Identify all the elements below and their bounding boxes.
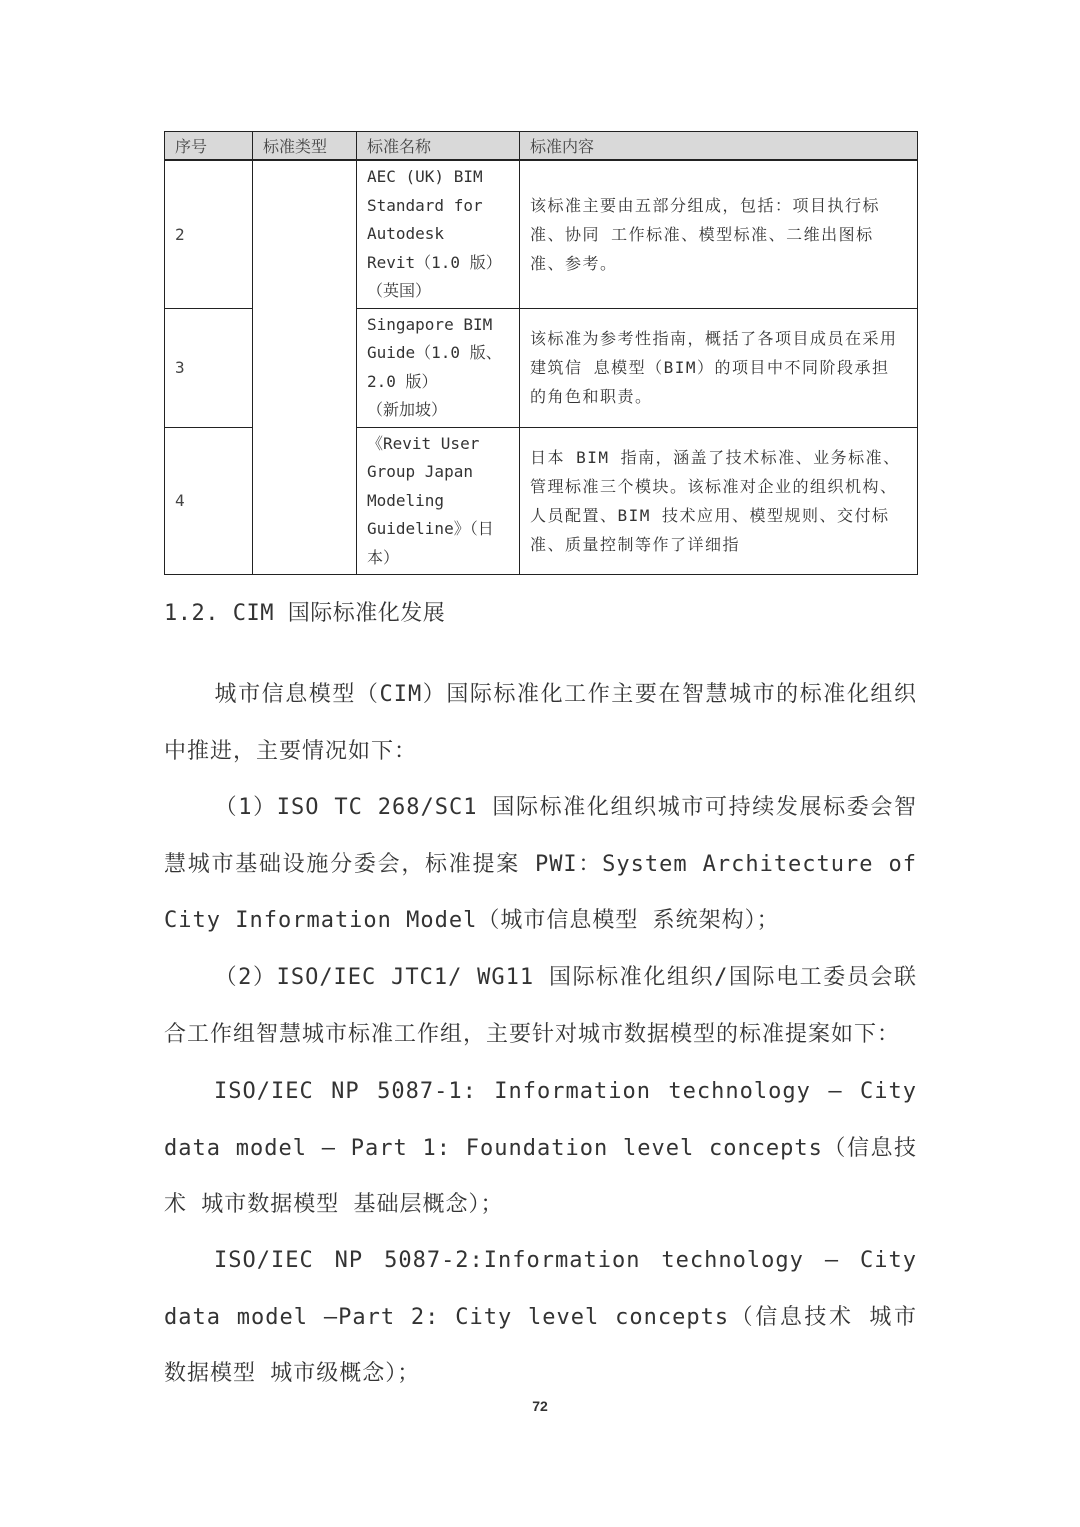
name-line: 本） xyxy=(367,547,400,567)
name-line: AEC (UK) BIM xyxy=(367,167,483,186)
row-standard-name xyxy=(357,427,520,575)
paragraph-np5087-1 xyxy=(164,1064,917,1234)
name-line: Modeling xyxy=(367,490,445,510)
name-line: 2.0 版） xyxy=(367,371,438,391)
paragraph-text: （2）ISO/IEC JTC1/ WG11 国际标准化组织/国际电工委员会联合工作组智慧城市标准工作组，主要针对城市数据模型的标准提案如下： xyxy=(164,965,917,1047)
header-standard-name: 标准名称 xyxy=(357,132,520,161)
name-line: Group Japan xyxy=(367,462,473,481)
name-line: Guide（1.0 版、 xyxy=(367,343,502,362)
name-line: （新加坡） xyxy=(367,400,448,419)
row-standard-content: 日本 BIM 指南，涵盖了技术标准、业务标准、管理标准三个模块。该标准对企业的组织机构、人员配置、BIM 技术应用、模型规则、交付标准、质量控制等作了详细指 xyxy=(520,427,918,575)
header-standard-type: 标准类型 xyxy=(253,132,357,161)
row-serial-no: 2 xyxy=(165,160,253,308)
paragraph-text: ISO/IEC NP 5087-2:Information technology — City data model —Part 2: City level concepts（信息技术 城市数据模型 城市级概念）； xyxy=(164,1248,917,1386)
row-standard-content: 该标准主要由五部分组成，包括：项目执行标准、协同 工作标准、模型标准、二维出图标准、参考。 xyxy=(520,160,918,308)
table-row xyxy=(165,160,918,308)
name-line: Standard for xyxy=(367,195,483,215)
row-standard-name xyxy=(357,308,520,427)
name-line: （英国） xyxy=(367,281,432,300)
header-standard-content: 标准内容 xyxy=(520,132,918,161)
name-line: Autodesk xyxy=(367,224,445,243)
section-heading: 1.2. CIM 国际标准化发展 xyxy=(164,601,446,626)
table-header-row xyxy=(165,132,918,161)
row-standard-name xyxy=(357,160,520,308)
paragraph-intro xyxy=(164,667,917,780)
name-line: Revit（1.0 版） xyxy=(367,252,502,272)
paragraph-iso-tc268 xyxy=(164,780,917,950)
standards-table xyxy=(164,131,918,575)
row-serial-no: 4 xyxy=(165,427,253,575)
paragraph-np5087-2 xyxy=(164,1233,917,1403)
name-line: 《Revit User xyxy=(367,433,480,453)
name-line: Singapore BIM xyxy=(367,314,493,334)
merged-standard-type-cell xyxy=(253,160,357,575)
row-standard-content: 该标准为参考性指南，概括了各项目成员在采用建筑信 息模型（BIM）的项目中不同阶段承担的角色和职责。 xyxy=(520,308,918,427)
header-serial-no: 序号 xyxy=(165,132,253,161)
paragraph-text: 城市信息模型（CIM）国际标准化工作主要在智慧城市的标准化组织中推进，主要情况如下： xyxy=(164,682,917,764)
paragraph-text: ISO/IEC NP 5087-1: Information technology — City data model — Part 1: Foundation level concepts（信息技术 城市数据模型 基础层概念）； xyxy=(164,1079,917,1217)
row-serial-no: 3 xyxy=(165,308,253,427)
paragraph-text: （1）ISO TC 268/SC1 国际标准化组织城市可持续发展标委会智慧城市基础设施分委会，标准提案 PWI：System Architecture of City Information Model（城市信息模型 系统架构）； xyxy=(164,795,917,933)
name-line: Guideline》（日 xyxy=(367,519,494,538)
paragraph-iso-iec-jtc1 xyxy=(164,950,917,1063)
page-number: 72 xyxy=(532,1398,548,1414)
